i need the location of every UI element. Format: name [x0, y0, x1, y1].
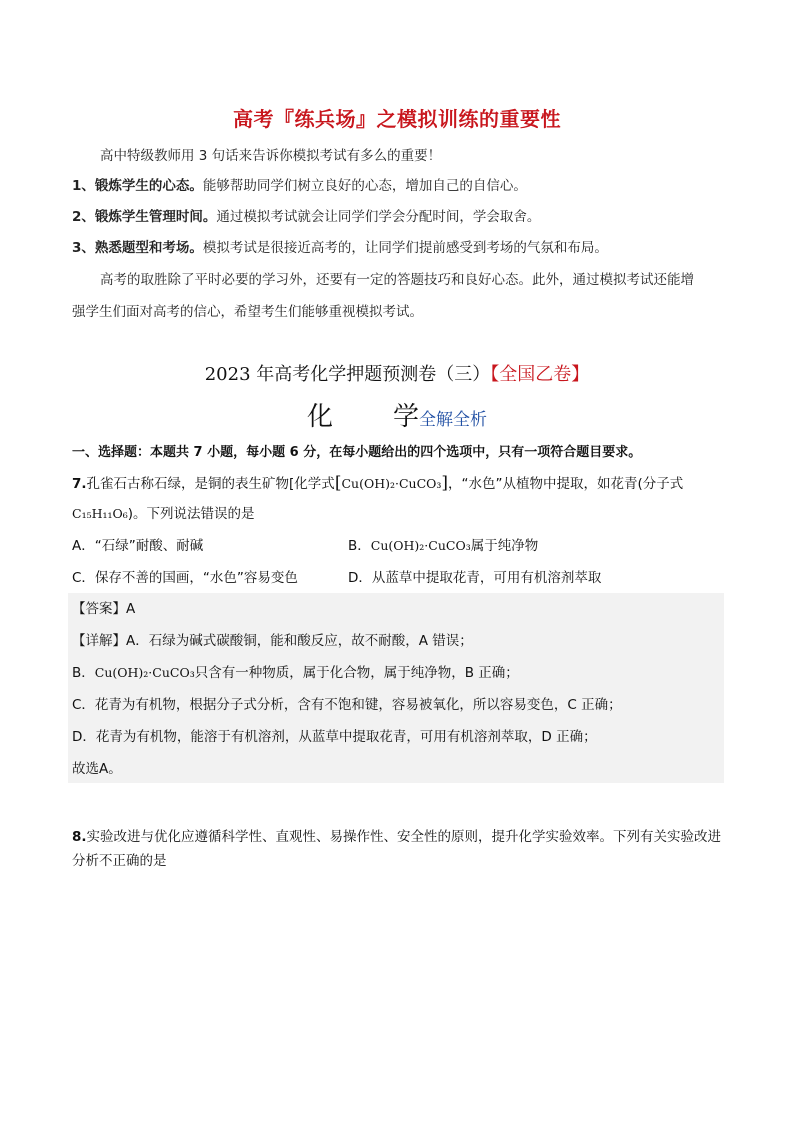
q7-option-b: [348, 536, 538, 556]
banner-point-3: [72, 238, 724, 258]
banner-point-2: [72, 207, 724, 227]
q8-text: 实验改进与优化应遵循科学性、直观性、易操作性、安全性的原则，提升化学实验效率。下列有关实验改进分析不正确的是: [72, 829, 722, 869]
q7-option-d: [348, 568, 601, 588]
explain-text: 只含有一种物质，属于化合物，属于纯净物，B 正确；: [194, 665, 519, 681]
option-formula: Cu(OH)₂·CuCO₃: [370, 538, 471, 553]
subject-heading: [0, 396, 794, 433]
q7-formula-main: Cu(OH)₂·CuCO₃: [341, 476, 442, 491]
banner-closing-line-1: 高考的取胜除了平时必要的学习外，还要有一定的答题技巧和良好心态。此外，通过模拟考试还能增: [100, 272, 694, 288]
point-text: 模拟考试是很接近高考的，让同学们提前感受到考场的气氛和布局。: [202, 240, 608, 256]
option-text: 属于纯净物: [470, 538, 539, 554]
subject-char-2: 学: [393, 402, 420, 432]
point-text: 通过模拟考试就会让同学们学会分配时间，学会取舍。: [216, 209, 541, 225]
q7-stem-line-2: [72, 504, 255, 524]
q7-answer: 【答案】A: [72, 601, 136, 617]
question-number: 8.: [72, 829, 87, 845]
question-number: 7.: [72, 476, 87, 492]
exam-title: [0, 360, 794, 386]
q7-explain-a: [72, 631, 473, 651]
point-head: 3、熟悉题型和考场。: [72, 240, 203, 256]
q7-stem-line-1: 7.孔雀石古称石绿，是铜的表生矿物[化学式[Cu(OH)₂·CuCO₃]，“水色”从植物中提取，如花青(分子式: [72, 473, 684, 493]
exam-title-tag: 【全国乙卷】: [490, 364, 590, 385]
point-head: 2、锻炼学生管理时间。: [72, 209, 217, 225]
banner-title: 高考『练兵场』之模拟训练的重要性: [233, 107, 561, 131]
option-text: “石绿”耐酸、耐碱: [94, 538, 204, 554]
explain-formula: Cu(OH)₂·CuCO₃: [94, 665, 195, 680]
q7-option-a: [72, 536, 203, 556]
explain-label: B．: [72, 665, 95, 681]
q7-formula-anthocyanin: C₁₅H₁₁O₆: [72, 506, 128, 521]
q7-explain-b: [72, 663, 519, 683]
q8-stem: [72, 825, 726, 873]
q7-conclusion: 故选A。: [72, 761, 122, 777]
subject-char-1: 化: [306, 402, 333, 432]
option-label: D．: [348, 570, 372, 586]
subject-suffix: 全解全析: [419, 410, 488, 430]
q7-option-c: [72, 568, 298, 588]
banner-point-1: [72, 176, 724, 196]
option-label: A．: [72, 538, 95, 554]
point-text: 能够帮助同学们树立良好的心态，增加自己的自信心。: [202, 178, 527, 194]
banner-intro: 高中特级教师用 3 句话来告诉你模拟考试有多么的重要！: [100, 148, 442, 164]
option-label: B．: [348, 538, 371, 554]
banner-closing-line-2: 强学生们面对高考的信心，希望考生们能够重视模拟考试。: [72, 304, 423, 320]
option-text: 从蓝草中提取花青，可用有机溶剂萃取: [371, 570, 602, 586]
q7-explain-c: C．花青为有机物，根据分子式分析，含有不饱和键，容易被氧化，所以容易变色，C 正确；: [72, 697, 622, 713]
q7-stem-b: ，“水色”从植物中提取，如花青(分子式: [448, 476, 684, 492]
option-text: 保存不善的国画，“水色”容易变色: [94, 570, 298, 586]
section-header: 一、选择题：本题共 7 小题，每小题 6 分，在每小题给出的四个选项中，只有一项符合题目要求。: [72, 445, 642, 460]
exam-title-text: 2023 年高考化学押题预测卷（三）: [204, 364, 491, 385]
point-head: 1、锻炼学生的心态。: [72, 178, 203, 194]
q7-explain-d: D．花青为有机物，能溶于有机溶剂，从蓝草中提取花青，可用有机溶剂萃取，D 正确；: [72, 729, 597, 745]
answer-explanation-box: [68, 593, 724, 783]
q7-stem-a: 孔雀石古称石绿，是铜的表生矿物[化学式: [86, 476, 335, 492]
explain-text: A．石绿为碱式碳酸铜，能和酸反应，故不耐酸，A 错误；: [126, 633, 473, 649]
q7-stem-c: )。下列说法错误的是: [127, 506, 255, 522]
explain-head: 【详解】: [72, 633, 126, 649]
option-label: C．: [72, 570, 95, 586]
